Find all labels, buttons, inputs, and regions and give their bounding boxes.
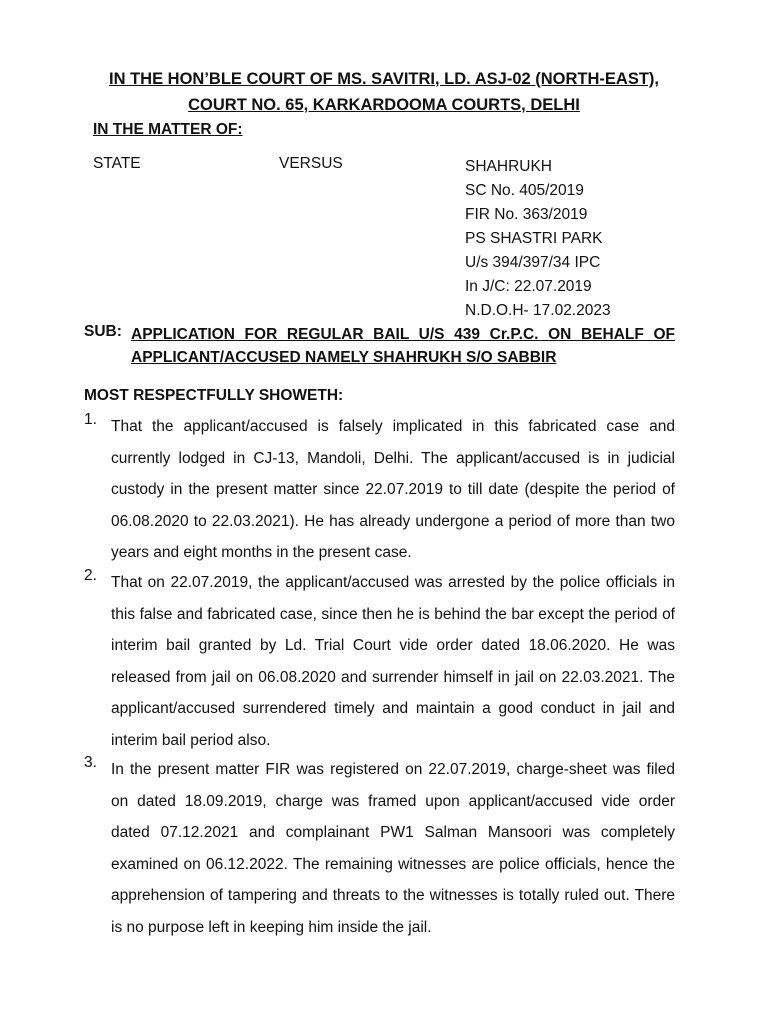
paragraph-number: 2. xyxy=(84,567,97,584)
paragraph-text: That on 22.07.2019, the applicant/accused was arrested by the police officials in this false and fabricated case, since then he is behind the bar except the period of interim bail granted by Ld. Trial Court vide order dated 18.06.2020. He was released from jail on 06.08.2020 and surrender himself in jail on 22.03.2021. The applicant/accused surrendered timely and maintain a good conduct in jail and interim bail period also. xyxy=(111,574,675,749)
case-details-block xyxy=(465,155,611,323)
party-state: STATE xyxy=(93,155,141,172)
case-detail-sections: U/s 394/397/34 IPC xyxy=(465,254,601,271)
showeth-heading: MOST RESPECTFULLY SHOWETH: xyxy=(84,387,344,404)
case-detail-police-station: PS SHASTRI PARK xyxy=(465,230,603,247)
accused-name: SHAHRUKH xyxy=(465,158,552,175)
subject-text xyxy=(131,323,675,369)
case-detail-ndoh: N.D.O.H- 17.02.2023 xyxy=(465,302,611,319)
paragraph xyxy=(84,567,675,756)
paragraph-text: In the present matter FIR was registered on 22.07.2019, charge-sheet was filed on dated 18.09.2019, charge was framed upon applicant/accused vide order dated 07.12.2021 and complainant PW1 Salman Mansoori was completely examined on 06.12.2022. The remaining witnesses are police officials, hence the apprehension of tampering and threats to the witnesses is totally ruled out. There is no purpose left in keeping him inside the jail. xyxy=(111,761,675,936)
subject-line1: APPLICATION FOR REGULAR BAIL U/S 439 Cr.P.C. ON BEHALF OF xyxy=(131,326,675,343)
paragraph xyxy=(84,754,675,943)
party-versus: VERSUS xyxy=(279,155,343,172)
paragraph-number: 3. xyxy=(84,754,97,771)
paragraph xyxy=(84,411,675,569)
case-detail-sc-no: SC No. 405/2019 xyxy=(465,182,584,199)
subject-line2: APPLICANT/ACCUSED NAMELY SHAHRUKH S/O SABBIR xyxy=(131,349,557,366)
court-heading-line1: IN THE HON’BLE COURT OF MS. SAVITRI, LD. ASJ-02 (NORTH-EAST), xyxy=(108,70,659,88)
case-detail-jc-date: In J/C: 22.07.2019 xyxy=(465,278,592,295)
subject-label: SUB: xyxy=(84,323,122,340)
paragraph-text: That the applicant/accused is falsely implicated in this fabricated case and currently lodged in CJ-13, Mandoli, Delhi. The applicant/accused is in judicial custody in the present matter since 22.07.2019 to till date (despite the period of 06.08.2020 to 22.03.2021). He has already undergone a period of more than two years and eight months in the present case. xyxy=(111,418,675,561)
paragraph-number: 1. xyxy=(84,411,97,428)
court-heading-line2: COURT NO. 65, KARKARDOOMA COURTS, DELHI xyxy=(188,96,580,114)
matter-label: IN THE MATTER OF: xyxy=(93,121,243,138)
case-detail-fir-no: FIR No. 363/2019 xyxy=(465,206,588,223)
